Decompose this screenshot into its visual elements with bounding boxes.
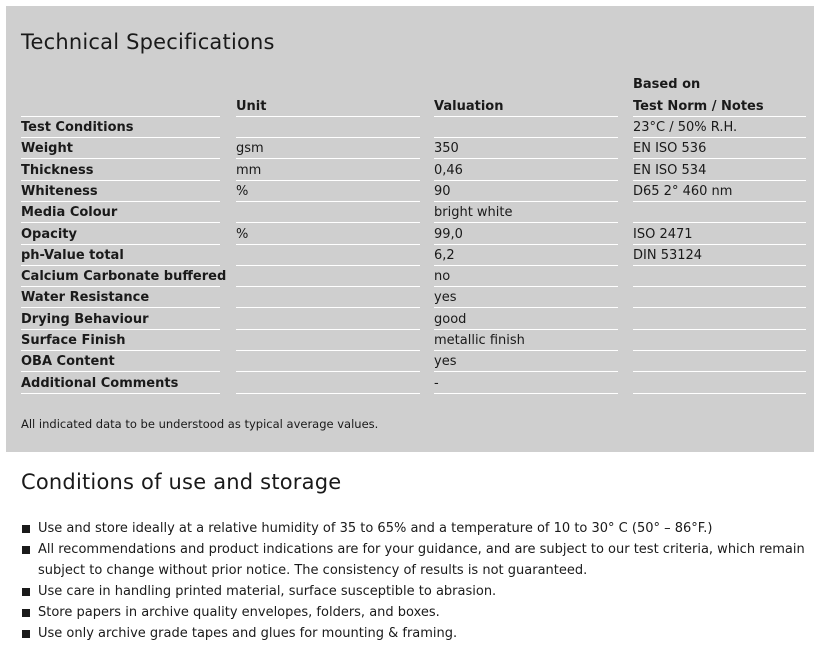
header-norm-line2: Test Norm / Notes xyxy=(633,99,764,114)
table-row xyxy=(6,245,814,266)
spec-norm xyxy=(633,373,806,394)
spec-norm xyxy=(633,330,806,351)
spec-unit: mm xyxy=(236,160,420,181)
spec-unit: % xyxy=(236,224,420,245)
spec-label: Calcium Carbonate buffered xyxy=(21,266,220,287)
bullet-square-icon xyxy=(22,525,30,533)
spec-unit xyxy=(236,351,420,372)
footnote: All indicated data to be understood as typical average values. xyxy=(21,417,379,431)
spec-value: 0,46 xyxy=(434,160,618,181)
table-row xyxy=(6,224,814,245)
spec-label: Additional Comments xyxy=(21,373,220,394)
spec-norm: D65 2° 460 nm xyxy=(633,181,806,202)
spec-label: Media Colour xyxy=(21,202,220,223)
spec-norm xyxy=(633,287,806,308)
list-item-text: Use only archive grade tapes and glues for mounting & framing. xyxy=(38,626,458,641)
spec-value: yes xyxy=(434,287,618,308)
conditions-title: Conditions of use and storage xyxy=(21,470,342,494)
spec-norm xyxy=(633,266,806,287)
spec-value: 350 xyxy=(434,138,618,159)
list-item xyxy=(21,518,811,539)
spec-norm: 23°C / 50% R.H. xyxy=(633,117,806,138)
spec-value xyxy=(434,117,618,138)
list-item xyxy=(21,539,811,581)
spec-unit: % xyxy=(236,181,420,202)
list-item xyxy=(21,581,811,602)
spec-norm: ISO 2471 xyxy=(633,224,806,245)
spec-label: OBA Content xyxy=(21,351,220,372)
list-item xyxy=(21,602,811,623)
spec-value: 6,2 xyxy=(434,245,618,266)
table-row xyxy=(6,160,814,181)
spec-norm: EN ISO 536 xyxy=(633,138,806,159)
specs-title: Technical Specifications xyxy=(21,30,275,54)
spec-value: yes xyxy=(434,351,618,372)
spec-label: Thickness xyxy=(21,160,220,181)
header-norm-line1: Based on xyxy=(633,77,701,92)
spec-label: ph-Value total xyxy=(21,245,220,266)
list-item-text: Use care in handling printed material, surface susceptible to abrasion. xyxy=(38,584,497,599)
bullet-square-icon xyxy=(22,546,30,554)
table-row xyxy=(6,351,814,372)
spec-value: good xyxy=(434,309,618,330)
spec-unit xyxy=(236,117,420,138)
spec-value: 99,0 xyxy=(434,224,618,245)
spec-norm xyxy=(633,309,806,330)
bullet-square-icon xyxy=(22,609,30,617)
table-row xyxy=(6,202,814,223)
spec-unit: gsm xyxy=(236,138,420,159)
spec-label: Test Conditions xyxy=(21,117,220,138)
spec-norm xyxy=(633,202,806,223)
spec-label: Surface Finish xyxy=(21,330,220,351)
spec-value: metallic finish xyxy=(434,330,618,351)
list-item-text: All recommendations and product indications are for your guidance, and are subject to our test criteria, which remain subject to change without prior notice. The consistency of results is not guaranteed. xyxy=(38,542,805,578)
spec-norm: DIN 53124 xyxy=(633,245,806,266)
spec-label: Drying Behaviour xyxy=(21,309,220,330)
bullet-square-icon xyxy=(22,588,30,596)
table-row xyxy=(6,138,814,159)
spec-label: Whiteness xyxy=(21,181,220,202)
table-row xyxy=(6,287,814,308)
spec-value: bright white xyxy=(434,202,618,223)
bullet-square-icon xyxy=(22,630,30,638)
spec-label: Opacity xyxy=(21,224,220,245)
table-row xyxy=(6,117,814,138)
header-unit: Unit xyxy=(236,99,267,114)
spec-value: - xyxy=(434,373,618,394)
spec-unit xyxy=(236,330,420,351)
spec-unit xyxy=(236,287,420,308)
list-item-text: Use and store ideally at a relative humidity of 35 to 65% and a temperature of 10 to 30° C (50° – 86°F.) xyxy=(38,521,713,536)
list-item-text: Store papers in archive quality envelopes, folders, and boxes. xyxy=(38,605,440,620)
spec-label: Water Resistance xyxy=(21,287,220,308)
spec-label: Weight xyxy=(21,138,220,159)
spec-value: no xyxy=(434,266,618,287)
header-valuation: Valuation xyxy=(434,99,504,114)
conditions-list xyxy=(21,518,811,644)
list-item xyxy=(21,623,811,644)
spec-unit xyxy=(236,309,420,330)
spec-unit xyxy=(236,245,420,266)
spec-value: 90 xyxy=(434,181,618,202)
table-row xyxy=(6,373,814,394)
table-row xyxy=(6,181,814,202)
spec-norm: EN ISO 534 xyxy=(633,160,806,181)
spec-unit xyxy=(236,202,420,223)
spec-norm xyxy=(633,351,806,372)
spec-unit xyxy=(236,373,420,394)
spec-unit xyxy=(236,266,420,287)
table-row xyxy=(6,266,814,287)
technical-specifications-panel xyxy=(6,6,814,452)
table-row xyxy=(6,309,814,330)
table-row xyxy=(6,330,814,351)
